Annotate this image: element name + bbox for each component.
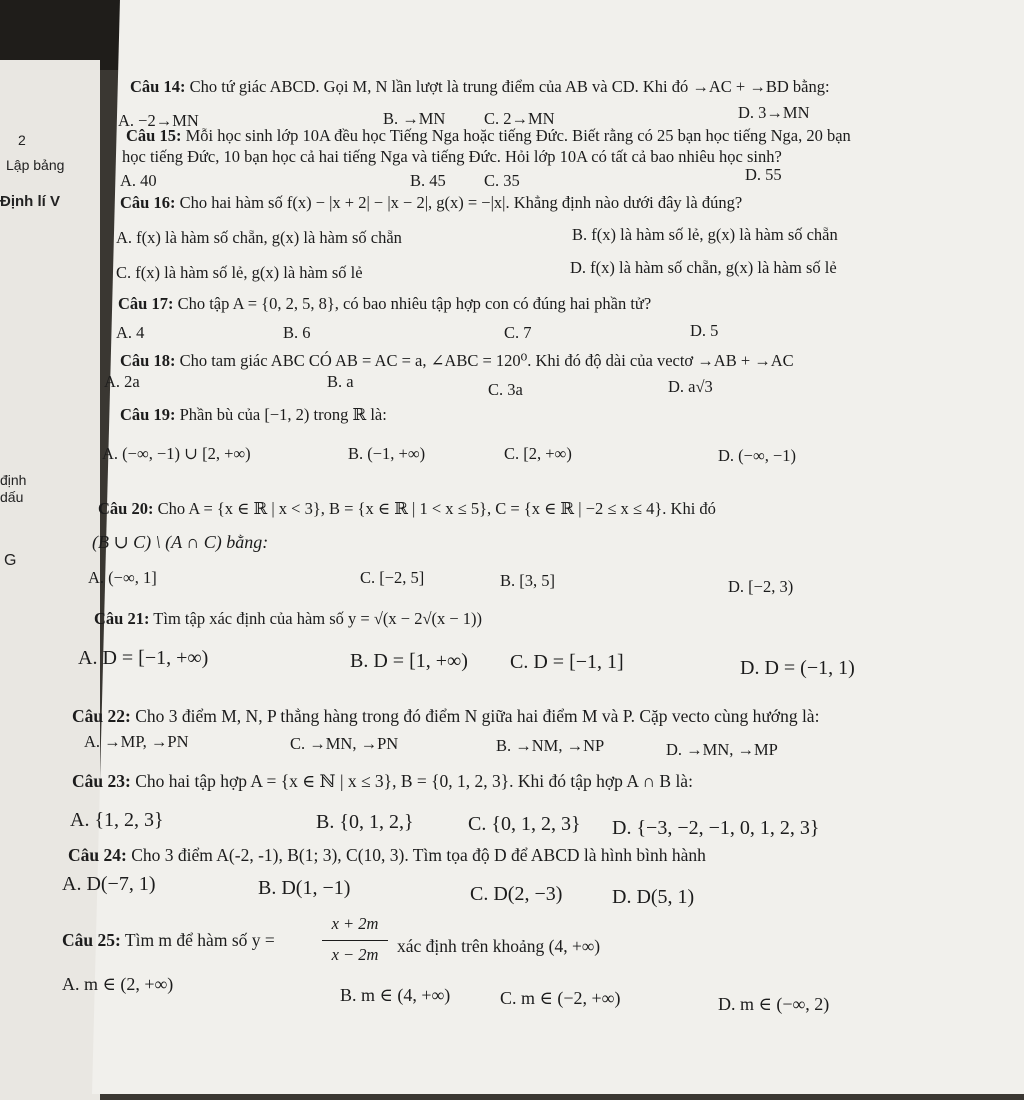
question-14 — [130, 78, 830, 97]
question-20 — [98, 500, 716, 519]
q18-option-a[interactable]: A. 2a — [104, 372, 140, 391]
q25-option-c[interactable]: C. m ∈ (−2, +∞) — [500, 988, 621, 1008]
q25-option-d[interactable]: D. m ∈ (−∞, 2) — [718, 994, 830, 1014]
q22-option-c[interactable]: C. →MN, →PN — [290, 734, 399, 753]
q15-option-c[interactable]: C. 35 — [484, 171, 520, 190]
q19-option-d[interactable]: D. (−∞, −1) — [718, 446, 797, 465]
question-21 — [94, 610, 482, 629]
question-20-text: Cho A = {x ∈ ℝ | x < 3}, B = {x ∈ ℝ | 1 < x ≤ 5}, C = {x ∈ ℝ | −2 ≤ x ≤ 4}. Khi đó — [157, 499, 716, 518]
question-21-text: Tìm tập xác định của hàm số y = √(x − 2√(x − 1)) — [153, 609, 483, 628]
fragment-lap-bang: Lập bảng — [6, 157, 65, 173]
q21-option-b[interactable]: B. D = [1, +∞) — [350, 650, 468, 672]
question-23-label: Câu 23: — [72, 771, 131, 791]
q23-option-a[interactable]: A. {1, 2, 3} — [70, 809, 164, 831]
q25-option-a[interactable]: A. m ∈ (2, +∞) — [62, 974, 174, 994]
q15-option-b[interactable]: B. 45 — [410, 171, 446, 190]
q23-option-b[interactable]: B. {0, 1, 2,} — [316, 811, 414, 833]
question-24-label: Câu 24: — [68, 845, 127, 865]
q25-fraction-bar — [322, 940, 388, 941]
question-24-text: Cho 3 điểm A(-2, -1), B(1; 3), C(10, 3). Tìm tọa độ D để ABCD là hình bình hành — [131, 845, 706, 865]
q20-option-c[interactable]: C. [−2, 5] — [360, 568, 425, 587]
q17-option-b[interactable]: B. 6 — [283, 323, 311, 342]
q20-option-b[interactable]: B. [3, 5] — [500, 571, 555, 590]
question-24 — [68, 845, 706, 865]
q23-option-d[interactable]: D. {−3, −2, −1, 0, 1, 2, 3} — [612, 817, 820, 839]
q14-option-c[interactable]: C. 2→MN — [484, 109, 555, 128]
q21-option-d[interactable]: D. D = (−1, 1) — [740, 657, 855, 679]
question-25-label: Câu 25: — [62, 930, 121, 950]
q16-option-a[interactable]: A. f(x) là hàm số chẵn, g(x) là hàm số chẵn — [116, 228, 402, 247]
fragment-dinh-li: Định lí V — [0, 193, 60, 210]
fragment-dinh: định — [0, 472, 27, 488]
question-14-label: Câu 14: — [130, 77, 186, 96]
q18-option-d[interactable]: D. a√3 — [668, 377, 713, 396]
question-15-line2: học tiếng Đức, 10 bạn học cả hai tiếng Nga và tiếng Đức. Hỏi lớp 10A có tất cả bao nhiêu học sinh? — [122, 147, 782, 166]
question-19-label: Câu 19: — [120, 405, 176, 424]
fragment-number: 2 — [18, 132, 26, 148]
question-16 — [120, 194, 742, 213]
q17-option-a[interactable]: A. 4 — [116, 323, 145, 342]
q25-fraction-numerator: x + 2m — [331, 914, 379, 933]
fragment-g: G — [4, 552, 17, 569]
q22-option-d[interactable]: D. →MN, →MP — [666, 740, 778, 759]
q25-option-b[interactable]: B. m ∈ (4, +∞) — [340, 985, 451, 1005]
q23-option-c[interactable]: C. {0, 1, 2, 3} — [468, 813, 581, 835]
question-18 — [120, 352, 794, 371]
question-21-label: Câu 21: — [94, 609, 150, 628]
q14-option-b[interactable]: B. →MN — [383, 109, 446, 128]
q22-option-b[interactable]: B. →NM, →NP — [496, 736, 605, 755]
question-16-text: Cho hai hàm số f(x) − |x + 2| − |x − 2|, g(x) = −|x|. Khẳng định nào dưới đây là đúng? — [179, 193, 743, 212]
q25-fraction-denominator: x − 2m — [331, 945, 379, 964]
question-15 — [126, 127, 851, 146]
q15-option-a[interactable]: A. 40 — [120, 171, 157, 190]
question-17 — [118, 295, 651, 314]
question-25 — [62, 930, 275, 950]
q19-option-a[interactable]: A. (−∞, −1) ∪ [2, +∞) — [102, 444, 251, 463]
q24-option-c[interactable]: C. D(2, −3) — [470, 883, 563, 905]
q21-option-c[interactable]: C. D = [−1, 1] — [510, 651, 624, 673]
question-14-text: Cho tứ giác ABCD. Gọi M, N lần lượt là trung điểm của AB và CD. Khi đó →AC + →BD bằng: — [189, 77, 830, 96]
q17-option-c[interactable]: C. 7 — [504, 323, 532, 342]
question-20-label: Câu 20: — [98, 499, 154, 518]
question-17-label: Câu 17: — [118, 294, 174, 313]
q19-option-c[interactable]: C. [2, +∞) — [504, 444, 572, 463]
q14-option-d[interactable]: D. 3→MN — [738, 103, 810, 122]
fragment-dau: dấu — [0, 489, 24, 505]
question-18-text: Cho tam giác ABC CÓ AB = AC = a, ∠ABC = 120⁰. Khi đó độ dài của vectơ →AB + →AC — [179, 351, 794, 370]
q18-option-b[interactable]: B. a — [327, 372, 354, 391]
q22-option-a[interactable]: A. →MP, →PN — [84, 732, 189, 751]
q15-option-d[interactable]: D. 55 — [745, 165, 782, 184]
question-17-text: Cho tập A = {0, 2, 5, 8}, có bao nhiêu tập hợp con có đúng hai phần tử? — [177, 294, 652, 313]
q19-option-b[interactable]: B. (−1, +∞) — [348, 444, 426, 463]
q16-option-c[interactable]: C. f(x) là hàm số lẻ, g(x) là hàm số lẻ — [116, 263, 363, 282]
question-25-text-post: xác định trên khoảng (4, +∞) — [397, 936, 601, 956]
question-23 — [72, 771, 693, 791]
q21-option-a[interactable]: A. D = [−1, +∞) — [78, 647, 209, 669]
q20-option-d[interactable]: D. [−2, 3) — [728, 577, 794, 596]
q16-option-d[interactable]: D. f(x) là hàm số chẵn, g(x) là hàm số lẻ — [570, 258, 837, 277]
q20-option-a[interactable]: A. (−∞, 1] — [88, 568, 157, 587]
q14-option-a[interactable]: A. −2→MN — [118, 111, 199, 130]
question-20-line2: (B ∪ C) \ (A ∩ C) bằng: — [92, 532, 269, 552]
q24-option-a[interactable]: A. D(−7, 1) — [62, 873, 156, 895]
question-16-label: Câu 16: — [120, 193, 176, 212]
question-18-label: Câu 18: — [120, 351, 176, 370]
q24-option-d[interactable]: D. D(5, 1) — [612, 886, 695, 908]
question-15-label: Câu 15: — [126, 126, 182, 145]
q24-option-b[interactable]: B. D(1, −1) — [258, 877, 351, 899]
question-15-line1: Mỗi học sinh lớp 10A đều học Tiếng Nga hoặc tiếng Đức. Biết rằng có 25 bạn học tiếng Nga, 20 bạn — [185, 126, 851, 145]
question-19-text: Phần bù của [−1, 2) trong ℝ là: — [179, 405, 387, 424]
question-23-text: Cho hai tập hợp A = {x ∈ ℕ | x ≤ 3}, B = {0, 1, 2, 3}. Khi đó tập hợp A ∩ B là: — [135, 771, 693, 791]
question-22-label: Câu 22: — [72, 706, 131, 726]
q17-option-d[interactable]: D. 5 — [690, 321, 719, 340]
question-22-text: Cho 3 điểm M, N, P thẳng hàng trong đó điểm N giữa hai điểm M và P. Cặp vecto cùng hướng là: — [135, 706, 820, 726]
question-19 — [120, 406, 387, 425]
question-25-text-pre: Tìm m để hàm số y = — [124, 930, 275, 950]
q18-option-c[interactable]: C. 3a — [488, 380, 523, 399]
q16-option-b[interactable]: B. f(x) là hàm số lẻ, g(x) là hàm số chẵn — [572, 225, 838, 244]
question-22 — [72, 706, 819, 726]
